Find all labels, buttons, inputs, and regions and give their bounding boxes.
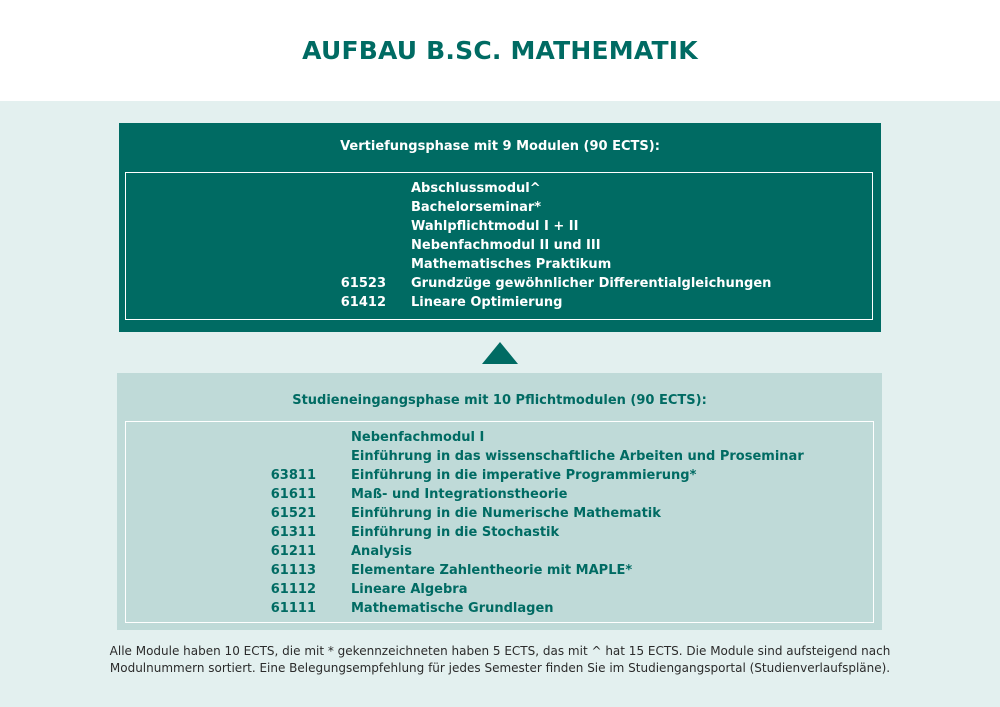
page-title: AUFBAU B.SC. MATHEMATIK [302, 36, 698, 65]
module-number: 61311 [270, 525, 316, 540]
module-number: 61523 [340, 276, 386, 291]
module-name: Mathematische Grundlagen [351, 601, 554, 616]
module-number: 63811 [270, 468, 316, 483]
footnote [100, 643, 900, 677]
vertiefungsphase-module-list [125, 172, 873, 320]
module-name: Analysis [351, 544, 412, 559]
module-name: Nebenfachmodul I [351, 430, 485, 445]
vertiefungsphase-box [119, 123, 881, 332]
studieneingangsphase-heading: Studieneingangsphase mit 10 Pflichtmodulen (90 ECTS): [292, 393, 707, 408]
module-name: Nebenfachmodul II und III [411, 238, 601, 253]
module-name: Lineare Optimierung [411, 295, 563, 310]
module-number: 61412 [340, 295, 386, 310]
module-number: 61211 [270, 544, 316, 559]
module-name: Mathematisches Praktikum [411, 257, 612, 272]
module-number: 61111 [270, 601, 316, 616]
module-name: Einführung in die imperative Programmierung* [351, 468, 697, 483]
module-name: Einführung in die Numerische Mathematik [351, 506, 661, 521]
module-number: 61521 [270, 506, 316, 521]
footnote-line-2: Modulnummern sortiert. Eine Belegungsempfehlung für jedes Semester finden Sie im Studiengangsportal (Studienverlaufspläne). [109, 661, 891, 675]
module-name: Maß- und Integrationstheorie [351, 487, 568, 502]
studieneingangsphase-module-list [125, 421, 874, 623]
module-name: Lineare Algebra [351, 582, 468, 597]
module-number: 61113 [270, 563, 316, 578]
module-name: Elementare Zahlentheorie mit MAPLE* [351, 563, 633, 578]
studieneingangsphase-box [117, 373, 882, 630]
module-name: Wahlpflichtmodul I + II [411, 219, 579, 234]
arrow-up-icon [482, 342, 518, 364]
module-name: Grundzüge gewöhnlicher Differentialgleichungen [411, 276, 772, 291]
module-name: Einführung in die Stochastik [351, 525, 560, 540]
module-number: 61112 [270, 582, 316, 597]
module-name: Abschlussmodul^ [411, 181, 541, 196]
footnote-line-1: Alle Module haben 10 ECTS, die mit * gekennzeichneten haben 5 ECTS, das mit ^ hat 15 ECTS. Die Module sind aufsteigend nach [109, 644, 891, 658]
module-number: 61611 [270, 487, 316, 502]
vertiefungsphase-heading: Vertiefungsphase mit 9 Modulen (90 ECTS): [340, 139, 660, 154]
module-name: Einführung in das wissenschaftliche Arbeiten und Proseminar [351, 449, 804, 464]
module-name: Bachelorseminar* [411, 200, 542, 215]
